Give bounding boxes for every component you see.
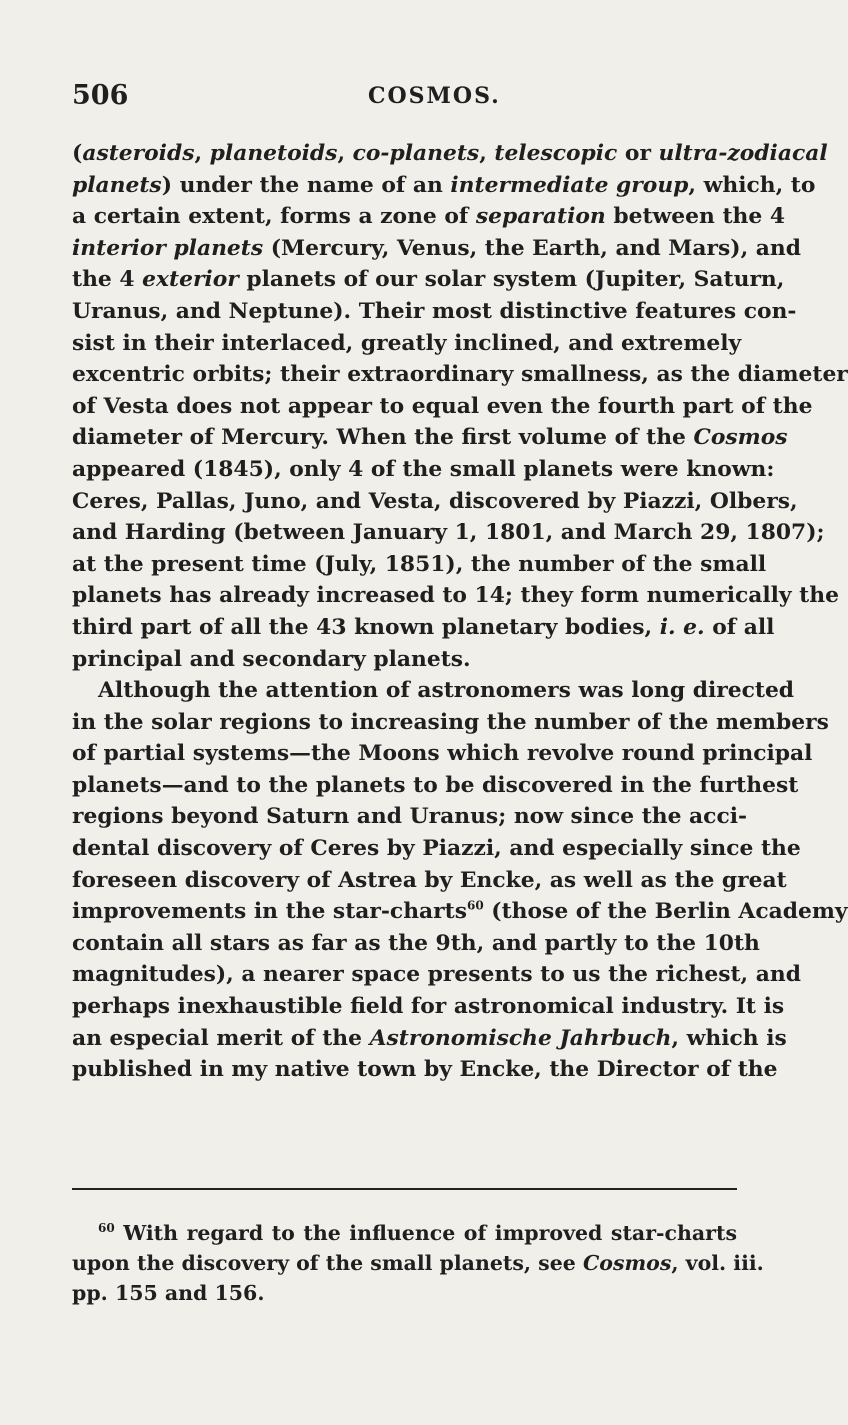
text-line: foreseen discovery of Astrea by Encke, as well as the great: [72, 867, 787, 893]
text-line: improvements in the star-charts$^{60}$ (those of the Berlin Academy: [72, 898, 848, 925]
text-line: perhaps inexhaustible field for astronomical industry. It is: [72, 994, 785, 1020]
text-line: planets has already increased to 14; they form numerically the: [72, 583, 839, 609]
text-line: in the solar regions to increasing the number of the members: [72, 709, 829, 735]
text-line: appeared (1845), only 4 of the small planets were known:: [72, 456, 775, 482]
text-line: dental discovery of Ceres by Piazzi, and especially since the: [72, 836, 801, 862]
text-line: principal and secondary planets.: [72, 646, 471, 672]
footnote-divider: [72, 1188, 737, 1190]
running-title: COSMOS.: [368, 83, 501, 109]
text-line: diameter of Mercury. When the first volume of the Cosmos: [72, 425, 788, 451]
text-line: of partial systems—the Moons which revolve round principal: [72, 741, 813, 767]
footnote-line: pp. 155 and 156.: [72, 1281, 265, 1305]
page-number: 506: [72, 80, 129, 111]
text-line: regions beyond Saturn and Uranus; now since the acci-: [72, 804, 748, 830]
text-line: at the present time (July, 1851), the number of the small: [72, 551, 767, 577]
footnote-ref: 60: [467, 898, 484, 913]
text-line: a certain extent, forms a zone of separation between the 4: [72, 204, 786, 230]
text-line: Although the attention of astronomers was long directed: [98, 678, 795, 704]
text-line: magnitudes), a nearer space presents to us the richest, and: [72, 962, 801, 988]
text-line: an especial merit of the Astronomische Jahrbuch, which is: [72, 1025, 787, 1051]
text-line: sist in their interlaced, greatly inclined, and extremely: [72, 330, 742, 356]
text-line: (asteroids, planetoids, co-planets, telescopic or ultra-zodiacal: [72, 141, 828, 166]
footnote-line: $^{60}$ With regard to the influence of improved star-charts: [98, 1221, 737, 1245]
body-text: [72, 138, 848, 1086]
text-line: Ceres, Pallas, Juno, and Vesta, discovered by Piazzi, Olbers,: [72, 488, 798, 514]
text-line: third part of all the 43 known planetary bodies, i. e. of all: [72, 614, 775, 640]
text-line: contain all stars as far as the 9th, and partly to the 10th: [72, 930, 760, 956]
text-line: planets) under the name of an intermediate group, which, to: [72, 172, 816, 198]
text-line: interior planets (Mercury, Venus, the Earth, and Mars), and: [72, 235, 801, 261]
text-line: and Harding (between January 1, 1801, and March 29, 1807);: [72, 520, 825, 546]
text-line: the 4 exterior planets of our solar system (Jupiter, Saturn,: [72, 267, 785, 293]
page-header: [72, 80, 737, 116]
text-line: planets—and to the planets to be discovered in the furthest: [72, 772, 799, 798]
footnote: [72, 1218, 764, 1308]
text-line: Uranus, and Neptune). Their most distinctive features con-: [72, 298, 797, 324]
text-line: of Vesta does not appear to equal even the fourth part of the: [72, 393, 813, 419]
text-line: published in my native town by Encke, the Director of the: [72, 1057, 778, 1083]
footnote-line: upon the discovery of the small planets, see Cosmos, vol. iii.: [72, 1251, 764, 1275]
text-line: excentric orbits; their extraordinary smallness, as the diameter: [72, 362, 848, 388]
footnote-marker: 60: [98, 1221, 115, 1236]
